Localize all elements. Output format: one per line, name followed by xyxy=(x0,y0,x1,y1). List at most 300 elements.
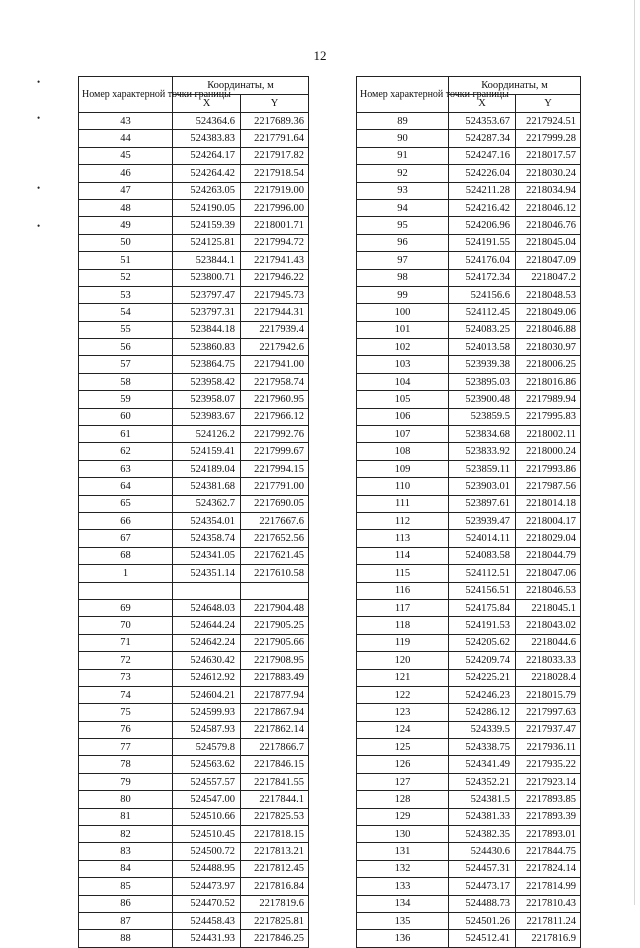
table-row xyxy=(79,669,309,686)
table-row xyxy=(79,617,309,634)
table-row xyxy=(79,339,309,356)
table-row xyxy=(357,843,581,860)
table-row xyxy=(79,565,309,582)
x-coordinate-cell: 524156.6 xyxy=(449,286,516,303)
point-number-cell: 116 xyxy=(357,582,449,599)
point-number-cell: 123 xyxy=(357,704,449,721)
y-coordinate-cell: 2217877.94 xyxy=(241,686,309,703)
table-row xyxy=(357,478,581,495)
point-number-cell: 79 xyxy=(79,773,173,790)
y-coordinate-cell: 2217958.74 xyxy=(241,373,309,390)
x-coordinate-cell: 524579.8 xyxy=(173,739,241,756)
x-coordinate-cell: 524364.6 xyxy=(173,113,241,130)
y-coordinate-cell: 2217893.85 xyxy=(516,791,581,808)
x-coordinate-cell: 523939.47 xyxy=(449,512,516,529)
coordinates-table-right xyxy=(356,76,581,948)
point-number-cell: 100 xyxy=(357,304,449,321)
y-coordinate-cell: 2217813.21 xyxy=(241,843,309,860)
y-coordinate-cell: 2217690.05 xyxy=(241,495,309,512)
x-coordinate-cell: 524431.93 xyxy=(173,930,241,947)
x-coordinate-cell: 524381.33 xyxy=(449,808,516,825)
y-coordinate-cell: 2218046.76 xyxy=(516,217,581,234)
header-x: X xyxy=(449,95,516,113)
x-coordinate-cell: 524286.12 xyxy=(449,704,516,721)
x-coordinate-cell: 524354.01 xyxy=(173,512,241,529)
x-coordinate-cell: 523983.67 xyxy=(173,408,241,425)
y-coordinate-cell: 2217893.39 xyxy=(516,808,581,825)
point-number-cell: 85 xyxy=(79,878,173,895)
point-number-cell: 65 xyxy=(79,495,173,512)
table-row xyxy=(79,478,309,495)
table-row xyxy=(79,739,309,756)
point-number-cell: 135 xyxy=(357,912,449,929)
header-x: X xyxy=(173,95,241,113)
x-coordinate-cell: 523860.83 xyxy=(173,339,241,356)
y-coordinate-cell: 2217936.11 xyxy=(516,739,581,756)
point-number-cell: 104 xyxy=(357,373,449,390)
table-row xyxy=(79,756,309,773)
point-number-cell: 75 xyxy=(79,704,173,721)
point-number-cell: 95 xyxy=(357,217,449,234)
x-coordinate-cell: 524352.21 xyxy=(449,773,516,790)
y-coordinate-cell: 2217819.6 xyxy=(241,895,309,912)
y-coordinate-cell: 2217893.01 xyxy=(516,826,581,843)
margin-mark: • xyxy=(37,113,41,123)
table-row xyxy=(79,721,309,738)
x-coordinate-cell: 524126.2 xyxy=(173,426,241,443)
x-coordinate-cell: 523958.42 xyxy=(173,373,241,390)
point-number-cell: 128 xyxy=(357,791,449,808)
table-row xyxy=(357,199,581,216)
x-coordinate-cell: 524226.04 xyxy=(449,165,516,182)
table-row xyxy=(357,826,581,843)
table-row xyxy=(357,339,581,356)
point-number-cell: 110 xyxy=(357,478,449,495)
y-coordinate-cell: 2217846.25 xyxy=(241,930,309,947)
table-row xyxy=(357,182,581,199)
x-coordinate-cell: 524189.04 xyxy=(173,460,241,477)
point-number-cell: 47 xyxy=(79,182,173,199)
y-coordinate-cell: 2217997.63 xyxy=(516,704,581,721)
y-coordinate-cell: 2217999.67 xyxy=(241,443,309,460)
table-row xyxy=(79,547,309,564)
x-coordinate-cell: 524501.26 xyxy=(449,912,516,929)
point-number-cell: 64 xyxy=(79,478,173,495)
point-number-cell: 58 xyxy=(79,373,173,390)
table-row xyxy=(79,234,309,251)
y-coordinate-cell: 2217995.83 xyxy=(516,408,581,425)
x-coordinate-cell: 524358.74 xyxy=(173,530,241,547)
y-coordinate-cell: 2217841.55 xyxy=(241,773,309,790)
point-number-cell: 91 xyxy=(357,147,449,164)
point-number-cell: 51 xyxy=(79,252,173,269)
x-coordinate-cell: 523844.1 xyxy=(173,252,241,269)
table-row xyxy=(357,234,581,251)
y-coordinate-cell: 2217993.86 xyxy=(516,460,581,477)
point-number-cell xyxy=(79,582,173,599)
point-number-cell: 120 xyxy=(357,652,449,669)
left-table-body xyxy=(79,113,309,948)
x-coordinate-cell: 524642.24 xyxy=(173,634,241,651)
point-number-cell: 66 xyxy=(79,512,173,529)
x-coordinate-cell: 524604.21 xyxy=(173,686,241,703)
table-row xyxy=(357,443,581,460)
point-number-cell: 53 xyxy=(79,286,173,303)
table-row xyxy=(357,495,581,512)
y-coordinate-cell: 2217791.64 xyxy=(241,130,309,147)
y-coordinate-cell: 2217818.15 xyxy=(241,826,309,843)
y-coordinate-cell: 2217944.31 xyxy=(241,304,309,321)
point-number-cell: 97 xyxy=(357,252,449,269)
point-number-cell: 114 xyxy=(357,547,449,564)
x-coordinate-cell: 524381.5 xyxy=(449,791,516,808)
y-coordinate-cell: 2218001.71 xyxy=(241,217,309,234)
y-coordinate-cell: 2217652.56 xyxy=(241,530,309,547)
y-coordinate-cell: 2217814.99 xyxy=(516,878,581,895)
header-coordinates: Координаты, м xyxy=(173,77,309,95)
right-table-body xyxy=(357,113,581,948)
x-coordinate-cell: 524599.93 xyxy=(173,704,241,721)
table-row xyxy=(79,113,309,130)
y-coordinate-cell: 2217811.24 xyxy=(516,912,581,929)
point-number-cell: 77 xyxy=(79,739,173,756)
table-row xyxy=(357,930,581,947)
table-row xyxy=(357,530,581,547)
y-coordinate-cell: 2217812.45 xyxy=(241,860,309,877)
y-coordinate-cell: 2218030.24 xyxy=(516,165,581,182)
y-coordinate-cell: 2218049.06 xyxy=(516,304,581,321)
point-number-cell: 133 xyxy=(357,878,449,895)
point-number-cell: 76 xyxy=(79,721,173,738)
point-number-cell: 88 xyxy=(79,930,173,947)
y-coordinate-cell: 2218033.33 xyxy=(516,652,581,669)
point-number-cell: 71 xyxy=(79,634,173,651)
y-coordinate-cell: 2218004.17 xyxy=(516,512,581,529)
point-number-cell: 62 xyxy=(79,443,173,460)
x-coordinate-cell: 524630.42 xyxy=(173,652,241,669)
y-coordinate-cell: 2217924.51 xyxy=(516,113,581,130)
y-coordinate-cell: 2217862.14 xyxy=(241,721,309,738)
x-coordinate-cell: 524382.35 xyxy=(449,826,516,843)
point-number-cell: 112 xyxy=(357,512,449,529)
y-coordinate-cell: 2218045.1 xyxy=(516,599,581,616)
y-coordinate-cell: 2218014.18 xyxy=(516,495,581,512)
y-coordinate-cell: 2217866.7 xyxy=(241,739,309,756)
x-coordinate-cell: 524191.55 xyxy=(449,234,516,251)
x-coordinate-cell: 523864.75 xyxy=(173,356,241,373)
x-coordinate-cell: 524473.17 xyxy=(449,878,516,895)
table-row xyxy=(79,843,309,860)
table-row xyxy=(79,165,309,182)
point-number-cell: 119 xyxy=(357,634,449,651)
table-row xyxy=(79,443,309,460)
table-row xyxy=(357,321,581,338)
y-coordinate-cell: 2218030.97 xyxy=(516,339,581,356)
table-row xyxy=(357,408,581,425)
x-coordinate-cell: 524176.04 xyxy=(449,252,516,269)
x-coordinate-cell: 524112.45 xyxy=(449,304,516,321)
x-coordinate-cell: 524159.39 xyxy=(173,217,241,234)
point-number-cell: 43 xyxy=(79,113,173,130)
x-coordinate-cell: 523895.03 xyxy=(449,373,516,390)
x-coordinate-cell: 524339.5 xyxy=(449,721,516,738)
y-coordinate-cell: 2217966.12 xyxy=(241,408,309,425)
point-number-cell: 105 xyxy=(357,391,449,408)
x-coordinate-cell: 523797.31 xyxy=(173,304,241,321)
y-coordinate-cell: 2217908.95 xyxy=(241,652,309,669)
y-coordinate-cell: 2217867.94 xyxy=(241,704,309,721)
y-coordinate-cell: 2218047.09 xyxy=(516,252,581,269)
x-coordinate-cell: 524287.34 xyxy=(449,130,516,147)
point-number-cell: 56 xyxy=(79,339,173,356)
point-number-cell: 74 xyxy=(79,686,173,703)
header-point-number: Номер характерной точки границы xyxy=(357,77,449,113)
x-coordinate-cell: 524247.16 xyxy=(449,147,516,164)
table-row xyxy=(79,773,309,790)
table-row xyxy=(79,652,309,669)
x-coordinate-cell: 524112.51 xyxy=(449,565,516,582)
table-row xyxy=(79,912,309,929)
point-number-cell: 70 xyxy=(79,617,173,634)
y-coordinate-cell: 2217844.1 xyxy=(241,791,309,808)
point-number-cell: 121 xyxy=(357,669,449,686)
point-number-cell: 55 xyxy=(79,321,173,338)
x-coordinate-cell: 524488.73 xyxy=(449,895,516,912)
page-edge-divider xyxy=(634,0,635,905)
table-row xyxy=(79,460,309,477)
table-row xyxy=(357,356,581,373)
point-number-cell: 83 xyxy=(79,843,173,860)
x-coordinate-cell: 524156.51 xyxy=(449,582,516,599)
y-coordinate-cell: 2217791.00 xyxy=(241,478,309,495)
y-coordinate-cell: 2217918.54 xyxy=(241,165,309,182)
point-number-cell: 52 xyxy=(79,269,173,286)
table-row xyxy=(79,808,309,825)
y-coordinate-cell: 2217994.15 xyxy=(241,460,309,477)
point-number-cell: 118 xyxy=(357,617,449,634)
table-row xyxy=(357,269,581,286)
y-coordinate-cell: 2218045.04 xyxy=(516,234,581,251)
y-coordinate-cell: 2218044.79 xyxy=(516,547,581,564)
y-coordinate-cell: 2217919.00 xyxy=(241,182,309,199)
y-coordinate-cell: 2218048.53 xyxy=(516,286,581,303)
y-coordinate-cell: 2218044.6 xyxy=(516,634,581,651)
x-coordinate-cell: 524205.62 xyxy=(449,634,516,651)
x-coordinate-cell: 524125.81 xyxy=(173,234,241,251)
point-number-cell: 50 xyxy=(79,234,173,251)
point-number-cell: 111 xyxy=(357,495,449,512)
point-number-cell: 48 xyxy=(79,199,173,216)
x-coordinate-cell: 524510.45 xyxy=(173,826,241,843)
x-coordinate-cell: 523844.18 xyxy=(173,321,241,338)
x-coordinate-cell: 524190.05 xyxy=(173,199,241,216)
table-row xyxy=(357,860,581,877)
y-coordinate-cell: 2217996.00 xyxy=(241,199,309,216)
table-row xyxy=(357,895,581,912)
point-number-cell: 113 xyxy=(357,530,449,547)
table-row xyxy=(79,217,309,234)
header-coordinates: Координаты, м xyxy=(449,77,581,95)
y-coordinate-cell: 2217904.48 xyxy=(241,599,309,616)
x-coordinate-cell: 524083.25 xyxy=(449,321,516,338)
point-number-cell: 93 xyxy=(357,182,449,199)
y-coordinate-cell: 2218029.04 xyxy=(516,530,581,547)
point-number-cell: 69 xyxy=(79,599,173,616)
table-row xyxy=(357,912,581,929)
y-coordinate-cell: 2217816.9 xyxy=(516,930,581,947)
y-coordinate-cell: 2217987.56 xyxy=(516,478,581,495)
x-coordinate-cell: 524211.28 xyxy=(449,182,516,199)
y-coordinate-cell: 2217846.15 xyxy=(241,756,309,773)
y-coordinate-cell: 2217825.81 xyxy=(241,912,309,929)
header-point-number: Номер характерной точки границы xyxy=(79,77,173,113)
point-number-cell: 89 xyxy=(357,113,449,130)
table-row xyxy=(357,147,581,164)
point-number-cell: 115 xyxy=(357,565,449,582)
margin-mark: • xyxy=(37,77,41,87)
y-coordinate-cell: 2217945.73 xyxy=(241,286,309,303)
x-coordinate-cell: 524225.21 xyxy=(449,669,516,686)
table-row xyxy=(357,547,581,564)
x-coordinate-cell: 523900.48 xyxy=(449,391,516,408)
table-row xyxy=(357,304,581,321)
point-number-cell: 103 xyxy=(357,356,449,373)
x-coordinate-cell: 524353.67 xyxy=(449,113,516,130)
point-number-cell: 67 xyxy=(79,530,173,547)
table-row xyxy=(357,878,581,895)
x-coordinate-cell: 523797.47 xyxy=(173,286,241,303)
x-coordinate-cell: 524159.41 xyxy=(173,443,241,460)
table-row xyxy=(79,269,309,286)
y-coordinate-cell: 2217667.6 xyxy=(241,512,309,529)
x-coordinate-cell: 524383.83 xyxy=(173,130,241,147)
table-row xyxy=(79,321,309,338)
x-coordinate-cell: 524547.00 xyxy=(173,791,241,808)
table-row xyxy=(357,252,581,269)
y-coordinate-cell: 2217994.72 xyxy=(241,234,309,251)
point-number-cell: 49 xyxy=(79,217,173,234)
y-coordinate-cell: 2218002.11 xyxy=(516,426,581,443)
point-number-cell: 131 xyxy=(357,843,449,860)
table-row xyxy=(79,304,309,321)
y-coordinate-cell: 2217905.25 xyxy=(241,617,309,634)
table-row xyxy=(357,634,581,651)
y-coordinate-cell: 2218006.25 xyxy=(516,356,581,373)
x-coordinate-cell: 524013.58 xyxy=(449,339,516,356)
point-number-cell: 102 xyxy=(357,339,449,356)
x-coordinate-cell: 523939.38 xyxy=(449,356,516,373)
x-coordinate-cell: 524473.97 xyxy=(173,878,241,895)
table-row xyxy=(79,895,309,912)
y-coordinate-cell: 2218046.53 xyxy=(516,582,581,599)
point-number-cell: 109 xyxy=(357,460,449,477)
table-row xyxy=(357,599,581,616)
header-y: Y xyxy=(241,95,309,113)
x-coordinate-cell: 524612.92 xyxy=(173,669,241,686)
x-coordinate-cell: 524512.41 xyxy=(449,930,516,947)
y-coordinate-cell: 2218046.88 xyxy=(516,321,581,338)
table-row xyxy=(357,165,581,182)
y-coordinate-cell: 2217937.47 xyxy=(516,721,581,738)
table-row xyxy=(357,460,581,477)
point-number-cell: 68 xyxy=(79,547,173,564)
x-coordinate-cell: 523859.11 xyxy=(449,460,516,477)
point-number-cell: 45 xyxy=(79,147,173,164)
y-coordinate-cell: 2217999.28 xyxy=(516,130,581,147)
x-coordinate-cell: 524264.17 xyxy=(173,147,241,164)
x-coordinate-cell: 524644.24 xyxy=(173,617,241,634)
x-coordinate-cell: 524341.49 xyxy=(449,756,516,773)
point-number-cell: 96 xyxy=(357,234,449,251)
x-coordinate-cell: 524430.6 xyxy=(449,843,516,860)
table-row xyxy=(357,373,581,390)
table-row xyxy=(357,217,581,234)
table-row xyxy=(357,652,581,669)
table-row xyxy=(79,286,309,303)
point-number-cell: 80 xyxy=(79,791,173,808)
y-coordinate-cell: 2217935.22 xyxy=(516,756,581,773)
point-number-cell: 78 xyxy=(79,756,173,773)
point-number-cell: 44 xyxy=(79,130,173,147)
table-row xyxy=(357,582,581,599)
table-row xyxy=(79,599,309,616)
point-number-cell: 122 xyxy=(357,686,449,703)
table-row xyxy=(79,495,309,512)
x-coordinate-cell: 524557.57 xyxy=(173,773,241,790)
table-row xyxy=(79,408,309,425)
table-row xyxy=(79,147,309,164)
table-row xyxy=(357,617,581,634)
table-row xyxy=(79,130,309,147)
table-row xyxy=(79,530,309,547)
x-coordinate-cell: 524175.84 xyxy=(449,599,516,616)
y-coordinate-cell: 2217810.43 xyxy=(516,895,581,912)
y-coordinate-cell: 2217905.66 xyxy=(241,634,309,651)
y-coordinate-cell: 2218028.4 xyxy=(516,669,581,686)
point-number-cell: 57 xyxy=(79,356,173,373)
y-coordinate-cell: 2217960.95 xyxy=(241,391,309,408)
coordinates-table-left xyxy=(78,76,309,948)
point-number-cell: 63 xyxy=(79,460,173,477)
y-coordinate-cell xyxy=(241,582,309,599)
table-row xyxy=(357,686,581,703)
point-number-cell: 1 xyxy=(79,565,173,582)
point-number-cell: 124 xyxy=(357,721,449,738)
table-row xyxy=(79,634,309,651)
table-row xyxy=(79,426,309,443)
x-coordinate-cell: 524083.58 xyxy=(449,547,516,564)
point-number-cell: 129 xyxy=(357,808,449,825)
x-coordinate-cell: 524263.05 xyxy=(173,182,241,199)
point-number-cell: 92 xyxy=(357,165,449,182)
point-number-cell: 94 xyxy=(357,199,449,216)
x-coordinate-cell: 524209.74 xyxy=(449,652,516,669)
x-coordinate-cell: 524362.7 xyxy=(173,495,241,512)
table-row xyxy=(79,373,309,390)
table-row xyxy=(357,426,581,443)
table-row xyxy=(79,860,309,877)
table-row xyxy=(357,756,581,773)
y-coordinate-cell: 2217844.75 xyxy=(516,843,581,860)
x-coordinate-cell: 524338.75 xyxy=(449,739,516,756)
point-number-cell: 99 xyxy=(357,286,449,303)
point-number-cell: 106 xyxy=(357,408,449,425)
point-number-cell: 136 xyxy=(357,930,449,947)
y-coordinate-cell: 2218015.79 xyxy=(516,686,581,703)
point-number-cell: 59 xyxy=(79,391,173,408)
table-row xyxy=(79,930,309,947)
point-number-cell: 86 xyxy=(79,895,173,912)
